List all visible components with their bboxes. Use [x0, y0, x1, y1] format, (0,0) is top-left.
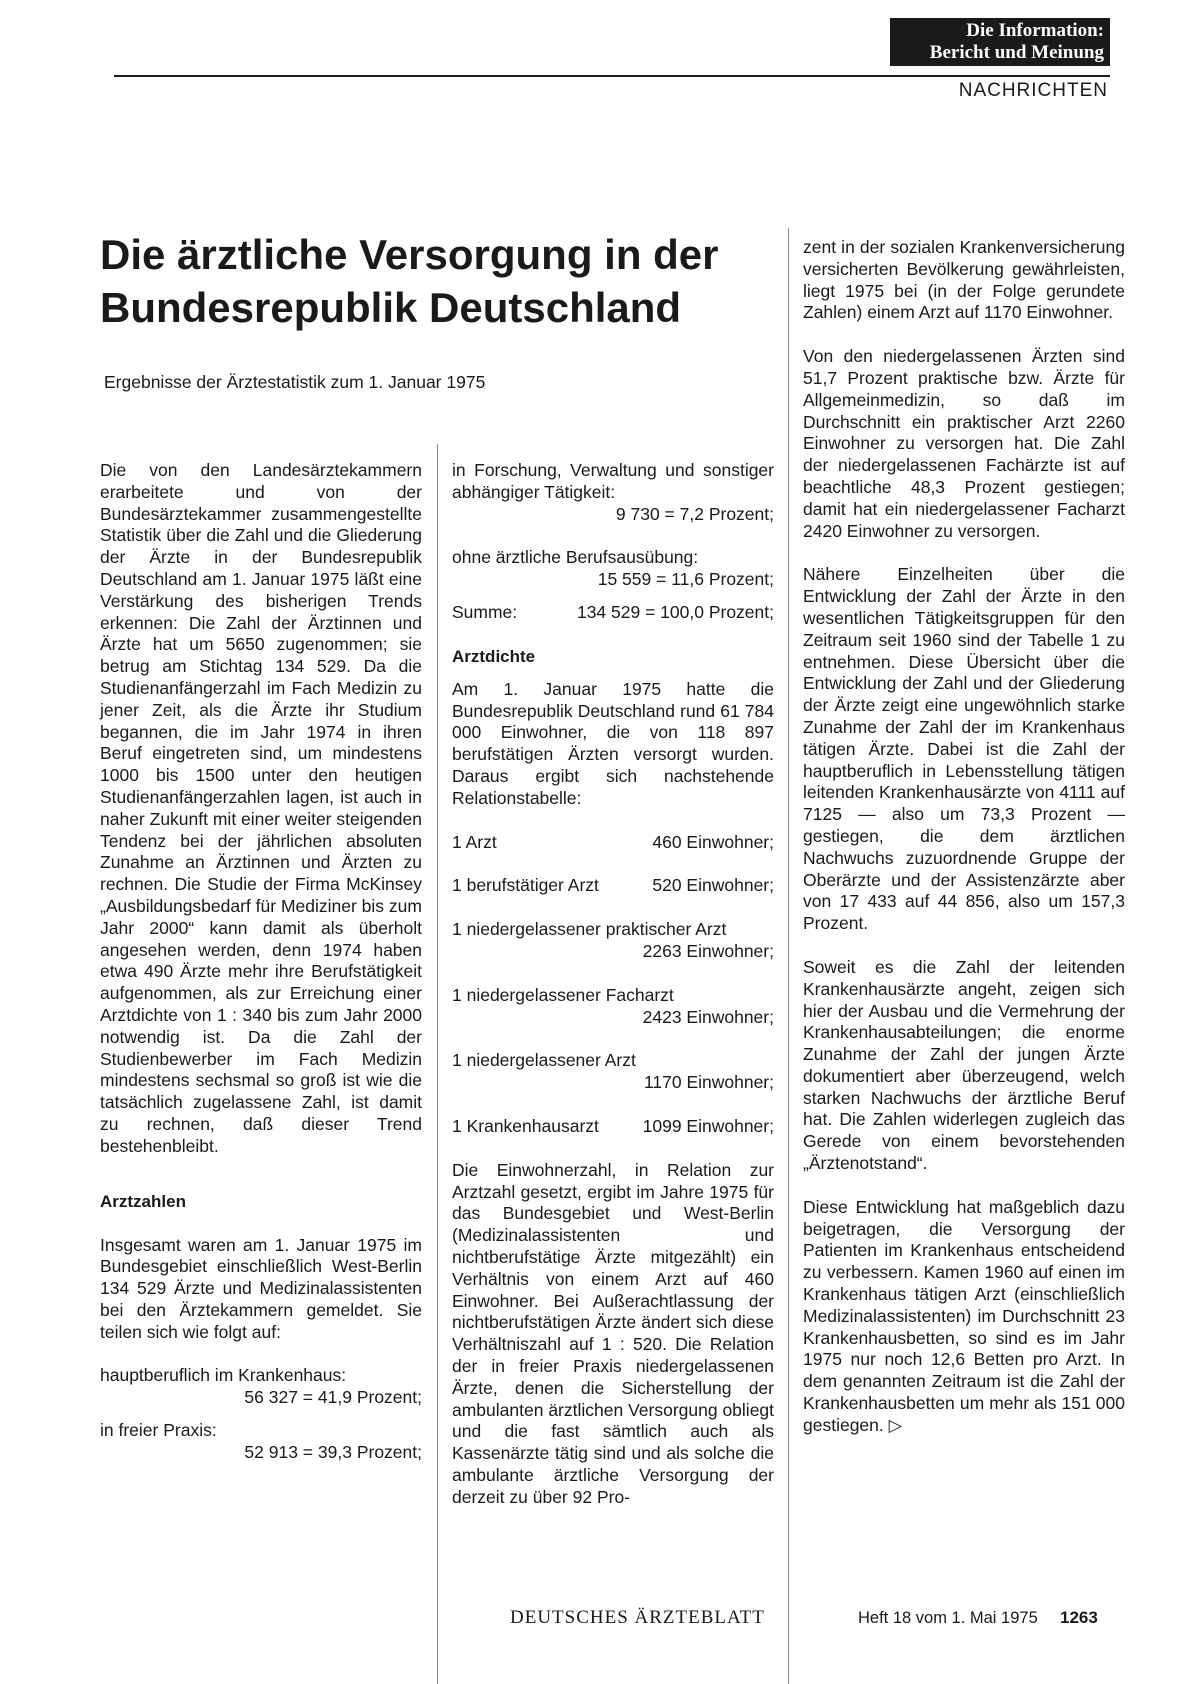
relation-row-2: [452, 875, 774, 897]
issue-info: Heft 18 vom 1. Mai 1975: [858, 1609, 1038, 1627]
stat-praxis-label: in freier Praxis:: [100, 1420, 217, 1441]
stat-forschung-label: in Forschung, Verwaltung und sonstiger abhängiger Tätigkeit:: [452, 460, 774, 502]
col3-paragraph-4: Soweit es die Zahl der leitenden Krankenhausärzte angeht, zeigen sich hier der Ausbau und die Vermehrung der Krankenhausabteilungen; die enorme Zunahme der Zahl der jungen Ärzte dokumentiert aber überzeugend, welch starken Nachwuchs der ärztliche Beruf hat. Die Zahlen widerlegen zugleich das Gerede von einem bevorstehenden „Ärztenotstand“.: [803, 956, 1125, 1174]
relation-label: 1 berufstätiger Arzt: [452, 875, 599, 896]
stat-forschung-value: 9 730 = 7,2 Prozent;: [615, 503, 774, 524]
einwohnerzahl-paragraph: Die Einwohnerzahl, in Relation zur Arztzahl gesetzt, ergibt im Jahre 1975 für das Bundesgebiet und West-Berlin (Medizinalassistenten und nichtberufstätige Ärzte mitgezählt) ein Verhältnis von einem Arzt auf 460 Einwohner. Bei Außerachtlassung der nichtberufstätigen Ärzte ändert sich diese Verhältniszahl auf 1 : 520. Die Relation der in freier Praxis niedergelassenen Ärzte, denen die Sicherstellung der ambulanten ärztlichen Versorgung obliegt und die fast sämtlich auch als Kassenärzte tätig sind und als solche die ambulante ärztliche Versorgung der derzeit zu über 92 Pro-: [452, 1159, 775, 1507]
col3-paragraph-3: Nähere Einzelheiten über die Entwicklung der Zahl der Ärzte in den wesentlichen Tätigkeitsgruppen für den Zeitraum seit 1960 sind der Tabelle 1 zu entnehmen. Diese Übersicht über die Entwicklung der Zahl und der Gliederung der Ärzte zeigt eine ungewöhnlich starke Zunahme der Zahl der im Krankenhaus tätigen Ärzte. Dabei ist die Zahl der hauptberuflich in Lebensstellung tätigen leitenden Krankenhausärzte von 4111 auf 7125 — also um 73,3 Prozent — gestiegen, die dem ärztlichen Nachwuchs zuzuordnende Gruppe der Oberärzte und der Assistenzärzte aber von 17 433 auf 44 856, also um 157,3 Prozent.: [803, 564, 1125, 934]
heading-arztdichte: Arztdichte: [452, 646, 536, 666]
relation-row-6: [452, 1116, 774, 1138]
column-divider-2: [788, 228, 789, 1684]
arztdichte-paragraph: Am 1. Januar 1975 hatte die Bundesrepublik Deutschland rund 61 784 000 Einwohner, die von 118 897 berufstätigen Ärzten versorgt wurden. Daraus ergibt sich nachstehende Relationstabelle:: [452, 678, 774, 808]
relation-label: 1 Arzt: [452, 831, 497, 852]
relation-value: 1099 Einwohner;: [642, 1115, 774, 1136]
stat-krankenhaus-label: hauptberuflich im Krankenhaus:: [100, 1365, 347, 1386]
relation-label: 1 niedergelassener Facharzt: [452, 984, 674, 1005]
section-badge: [890, 18, 1110, 66]
column-divider-1: [437, 444, 438, 1684]
arztzahlen-paragraph: Insgesamt waren am 1. Januar 1975 im Bundesgebiet einschließlich West-Berlin 134 529 Ärzte und Medizinalassistenten bei den Ärztekammern gemeldet. Sie teilen sich wie folgt auf:: [100, 1234, 422, 1342]
section-label: NACHRICHTEN: [958, 80, 1108, 101]
col3-paragraph-2: Von den niedergelassenen Ärzten sind 51,7 Prozent praktische bzw. Ärzte für Allgemeinmedizin, so daß im Durchschnitt ein praktischer Arzt 2260 Einwohner zu versorgen hat. Die Zahl der niedergelassenen Fachärzte ist auf beachtliche 48,3 Prozent gestiegen; damit hat ein niedergelassener Facharzt 2420 Einwohner zu versorgen.: [803, 346, 1125, 541]
stat-ohne-label: ohne ärztliche Berufsausübung:: [452, 547, 699, 568]
article-title: [100, 228, 780, 334]
badge-line-2: Bericht und Meinung: [929, 42, 1104, 63]
badge-line-1: Die Information:: [966, 20, 1104, 41]
col3-paragraph-1: zent in der sozialen Krankenversicherung versicherten Bevölkerung gewährleisten, liegt 1975 bei (in der Folge gerundete Zahlen) einem Arzt auf 1170 Einwohner.: [803, 237, 1125, 323]
stat-krankenhaus-value: 56 327 = 41,9 Prozent;: [244, 1387, 422, 1408]
intro-paragraph: Die von den Landesärztekammern erarbeitete und von der Bundesärztekammer zusammengestellte Statistik über die Zahl und die Gliederung der Ärzte in der Bundesrepublik Deutschland am 1. Januar 1975 läßt eine Verstärkung des bisherigen Trends erkennen: Die Zahl der Ärztinnen und Ärzte hat um 5650 zugenommen; sie betrug am Stichtag 134 529. Da die Studienanfängerzahl im Fach Medizin zu jener Zeit, als die Ärzte ihr Studium begannen, die im Jahr 1974 in ihren Beruf eingetreten sind, um mindestens 1000 bis 1500 unter den heutigen Studienanfängerzahlen lagen, ist auch in naher Zukunft mit einer weiter steigenden Tendenz bei der jährlichen absoluten Zunahme an Ärztinnen und Ärzten zu rechnen. Die Studie der Firma McKinsey „Ausbildungsbedarf für Mediziner bis zum Jahr 2000“ kann damit als überholt angesehen werden, denn 1974 haben etwa 490 Ärzte mehr ihre Berufstätigkeit aufgenommen, als zur Erreichung einer Arztdichte von 1 : 340 bis zum Jahr 2000 notwendig ist. Da die Zahl der Studienbewerber im Fach Medizin mindestens sechsmal so groß ist wie die tatsächlich zugelassene Zahl, ist damit zu rechnen, daß dieser Trend bestehenbleibt.: [100, 460, 422, 1156]
header-rule: [114, 75, 1110, 77]
heading-arztzahlen: Arztzahlen: [100, 1191, 186, 1211]
relation-label: 1 niedergelassener Arzt: [452, 1050, 636, 1071]
stat-ohne-value: 15 559 = 11,6 Prozent;: [597, 569, 774, 590]
relation-row-1: [452, 832, 774, 854]
stat-sum-row: [452, 602, 774, 624]
stat-praxis-value: 52 913 = 39,3 Prozent;: [244, 1441, 422, 1462]
relation-value: 520 Einwohner;: [652, 875, 774, 896]
column-1: [100, 460, 422, 1464]
title-line-1: Die ärztliche Versorgung in der: [100, 231, 719, 278]
relation-value: 2423 Einwohner;: [642, 1006, 774, 1027]
relation-value: 460 Einwohner;: [652, 831, 774, 852]
article-subtitle: Ergebnisse der Ärztestatistik zum 1. Januar 1975: [104, 372, 486, 392]
col3-paragraph-5: [803, 1197, 1125, 1437]
title-line-2: Bundesrepublik Deutschland: [100, 284, 682, 331]
stat-sum-label: Summe:: [452, 601, 518, 622]
journal-name: DEUTSCHES ÄRZTEBLATT: [510, 1607, 765, 1628]
col3-paragraph-5-text: Diese Entwicklung hat maßgeblich dazu beigetragen, die Versorgung der Patienten im Krankenhaus entscheidend zu verbessern. Kamen 1960 auf einen im Krankenhaus tätigen Arzt (einschließlich Medizinalassistenten) im Durchschnitt 23 Krankenhausbetten, so sind es im Jahr 1975 nur noch 12,6 Betten pro Arzt. In dem genannten Zeitraum ist die Zahl der Krankenhausbetten um mehr als 151 000 gestiegen.: [803, 1196, 1125, 1435]
relation-value: 2263 Einwohner;: [642, 940, 774, 961]
column-2: [452, 460, 774, 1508]
page-number: 1263: [1060, 1608, 1098, 1627]
relation-value: 1170 Einwohner;: [643, 1072, 774, 1093]
stat-sum-value: 134 529 = 100,0 Prozent;: [576, 601, 774, 622]
column-3: [803, 237, 1125, 1437]
continue-arrow-icon: ▷: [888, 1414, 903, 1435]
relation-label: 1 niedergelassener praktischer Arzt: [452, 919, 727, 940]
relation-label: 1 Krankenhausarzt: [452, 1115, 599, 1136]
